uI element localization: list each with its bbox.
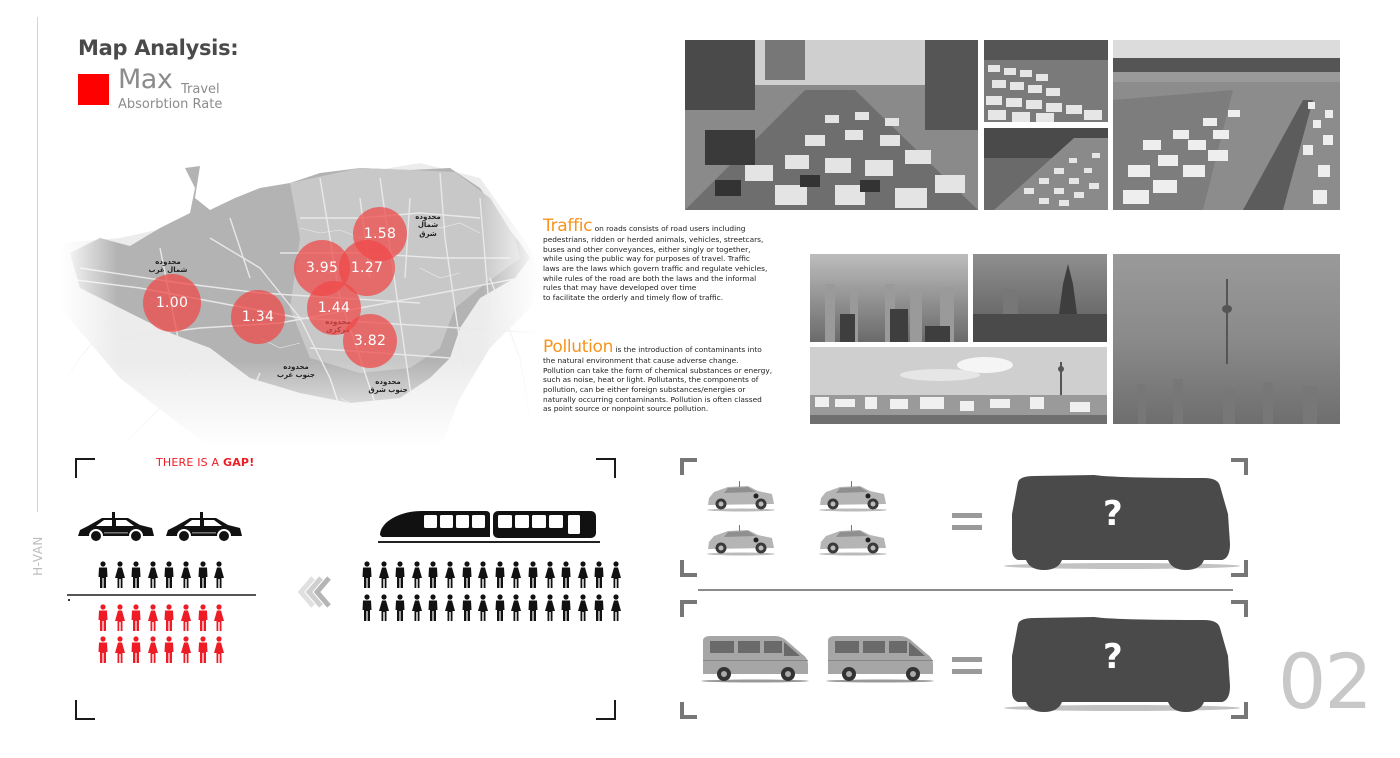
legend-label-travel: Travel (181, 82, 220, 97)
man-icon (392, 594, 408, 626)
absorption-bubble: 1.58 (353, 207, 407, 261)
man-icon (558, 561, 574, 593)
bracket-corner (1231, 600, 1248, 617)
traffic-heading: Traffic (543, 216, 593, 236)
man-icon (128, 636, 144, 668)
man-icon (95, 604, 111, 636)
equals-sign-icon (952, 657, 982, 681)
bracket-corner (75, 458, 95, 478)
man-icon (425, 594, 441, 626)
legend-label-rate: Absorbtion Rate (118, 97, 223, 112)
mystery-question: ? (1103, 494, 1123, 534)
taxi-icon (76, 510, 156, 548)
woman-icon (542, 561, 558, 593)
photo-traffic-expressway (1113, 40, 1340, 210)
bracket-corner (1231, 458, 1248, 475)
man-icon (359, 561, 375, 593)
man-icon (161, 636, 177, 668)
train-passengers-row (359, 561, 625, 593)
van-photo (825, 634, 935, 688)
page-number: 02 (1278, 637, 1371, 726)
woman-icon (211, 604, 227, 636)
train-icon (378, 505, 600, 549)
train-passengers-row (359, 594, 625, 626)
man-icon (195, 636, 211, 668)
woman-icon (145, 604, 161, 636)
woman-icon (211, 636, 227, 668)
decorative-dot (68, 599, 70, 601)
woman-icon (178, 561, 194, 593)
pollution-description: Pollution is the introduction of contaminants into the natural environment that cause adverse change. Pollution can take the form of chemical substances or energy, such as noise, heat or light. Pollutants, the components of pollution, can be either foreign substances/energies or naturally occurring contaminants. Pollution is often classed as point source or nonpoint source pollution. (543, 337, 773, 414)
taxi-photo (706, 522, 776, 560)
brand-label: H-VAN (31, 536, 45, 576)
taxi-photo (818, 522, 888, 560)
man-icon (459, 561, 475, 593)
woman-icon (112, 636, 128, 668)
man-icon (558, 594, 574, 626)
city-map (60, 158, 540, 448)
zone-label: محدوده جنوب غرب (277, 363, 315, 380)
photo-smog-tower (973, 254, 1107, 342)
man-icon (392, 561, 408, 593)
zone-label: محدوده شمال شرق (415, 213, 441, 238)
man-icon (525, 561, 541, 593)
woman-icon (442, 594, 458, 626)
woman-icon (442, 561, 458, 593)
unserved-people-row (95, 636, 228, 668)
woman-icon (608, 561, 624, 593)
photo-smog-milad-tower (1113, 254, 1340, 424)
man-icon (195, 604, 211, 636)
page-title: Map Analysis: (78, 36, 239, 60)
woman-icon (475, 561, 491, 593)
mystery-vehicle (1004, 616, 1244, 720)
photo-city-panorama (810, 347, 1107, 424)
mystery-vehicle (1004, 474, 1244, 578)
legend-label-max: Max (118, 64, 173, 95)
man-icon (128, 561, 144, 593)
absorption-bubble: 1.34 (231, 290, 285, 344)
woman-icon (145, 561, 161, 593)
woman-icon (376, 561, 392, 593)
bracket-corner (596, 458, 616, 478)
man-icon (95, 636, 111, 668)
equals-sign-icon (952, 513, 982, 537)
woman-icon (178, 636, 194, 668)
comparison-divider (698, 589, 1233, 591)
woman-icon (112, 561, 128, 593)
bracket-corner (596, 700, 616, 720)
absorption-bubble: 3.82 (343, 314, 397, 368)
woman-icon (575, 594, 591, 626)
bracket-corner (680, 458, 697, 475)
sidebar-divider (37, 17, 38, 512)
unserved-people-row (95, 604, 228, 636)
taxi-photo (706, 478, 776, 516)
man-icon (161, 561, 177, 593)
woman-icon (178, 604, 194, 636)
taxi-photo (818, 478, 888, 516)
woman-icon (211, 561, 227, 593)
man-icon (359, 594, 375, 626)
woman-icon (475, 594, 491, 626)
bracket-corner (680, 560, 697, 577)
traffic-description: Traffic on roads consists of road users including pedestrians, ridden or herded animals, vehicles, streetcars, buses and other conveyances, either singly or together, while using the public way for purposes of travel. Traffic laws are the laws which govern traffic and regulate vehicles, while rules of the road are both the laws and the informal rules that may have developed over time to facilitate the orderly and timely flow of traffic. (543, 216, 768, 302)
absorption-bubble: 1.00 (143, 274, 201, 332)
woman-icon (145, 636, 161, 668)
bracket-corner (680, 702, 697, 719)
man-icon (128, 604, 144, 636)
map-graphic (60, 158, 540, 448)
woman-icon (508, 561, 524, 593)
mystery-question: ? (1103, 637, 1123, 677)
man-icon (591, 594, 607, 626)
woman-icon (409, 561, 425, 593)
photo-traffic-highway-curve (984, 128, 1108, 210)
taxi-passengers (95, 561, 228, 593)
absorption-bubble: 1.44 (307, 281, 361, 335)
triple-chevron-left-icon (297, 575, 337, 613)
man-icon (492, 561, 508, 593)
woman-icon (376, 594, 392, 626)
gap-heading: THERE IS A GAP! (156, 456, 255, 469)
photo-traffic-street-jam (685, 40, 978, 210)
absorption-bubble: 1.27 (339, 240, 395, 296)
man-icon (425, 561, 441, 593)
man-icon (492, 594, 508, 626)
woman-icon (409, 594, 425, 626)
photo-traffic-lot-jam (984, 40, 1108, 122)
absorption-bubble: 3.95 (294, 240, 350, 296)
van-photo (700, 634, 810, 688)
zone-label: محدوده شمال غرب (148, 258, 188, 275)
bracket-corner (75, 700, 95, 720)
man-icon (459, 594, 475, 626)
man-icon (525, 594, 541, 626)
photo-smog-skyline (810, 254, 968, 342)
legend-swatch (78, 74, 109, 105)
man-icon (95, 561, 111, 593)
zone-label: محدوده جنوب شرق (368, 378, 408, 395)
bracket-corner (680, 600, 697, 617)
taxi-icon (164, 510, 244, 548)
man-icon (195, 561, 211, 593)
woman-icon (112, 604, 128, 636)
gap-divider (67, 594, 256, 596)
woman-icon (575, 561, 591, 593)
pollution-heading: Pollution (543, 337, 614, 357)
man-icon (161, 604, 177, 636)
woman-icon (542, 594, 558, 626)
woman-icon (508, 594, 524, 626)
woman-icon (608, 594, 624, 626)
man-icon (591, 561, 607, 593)
